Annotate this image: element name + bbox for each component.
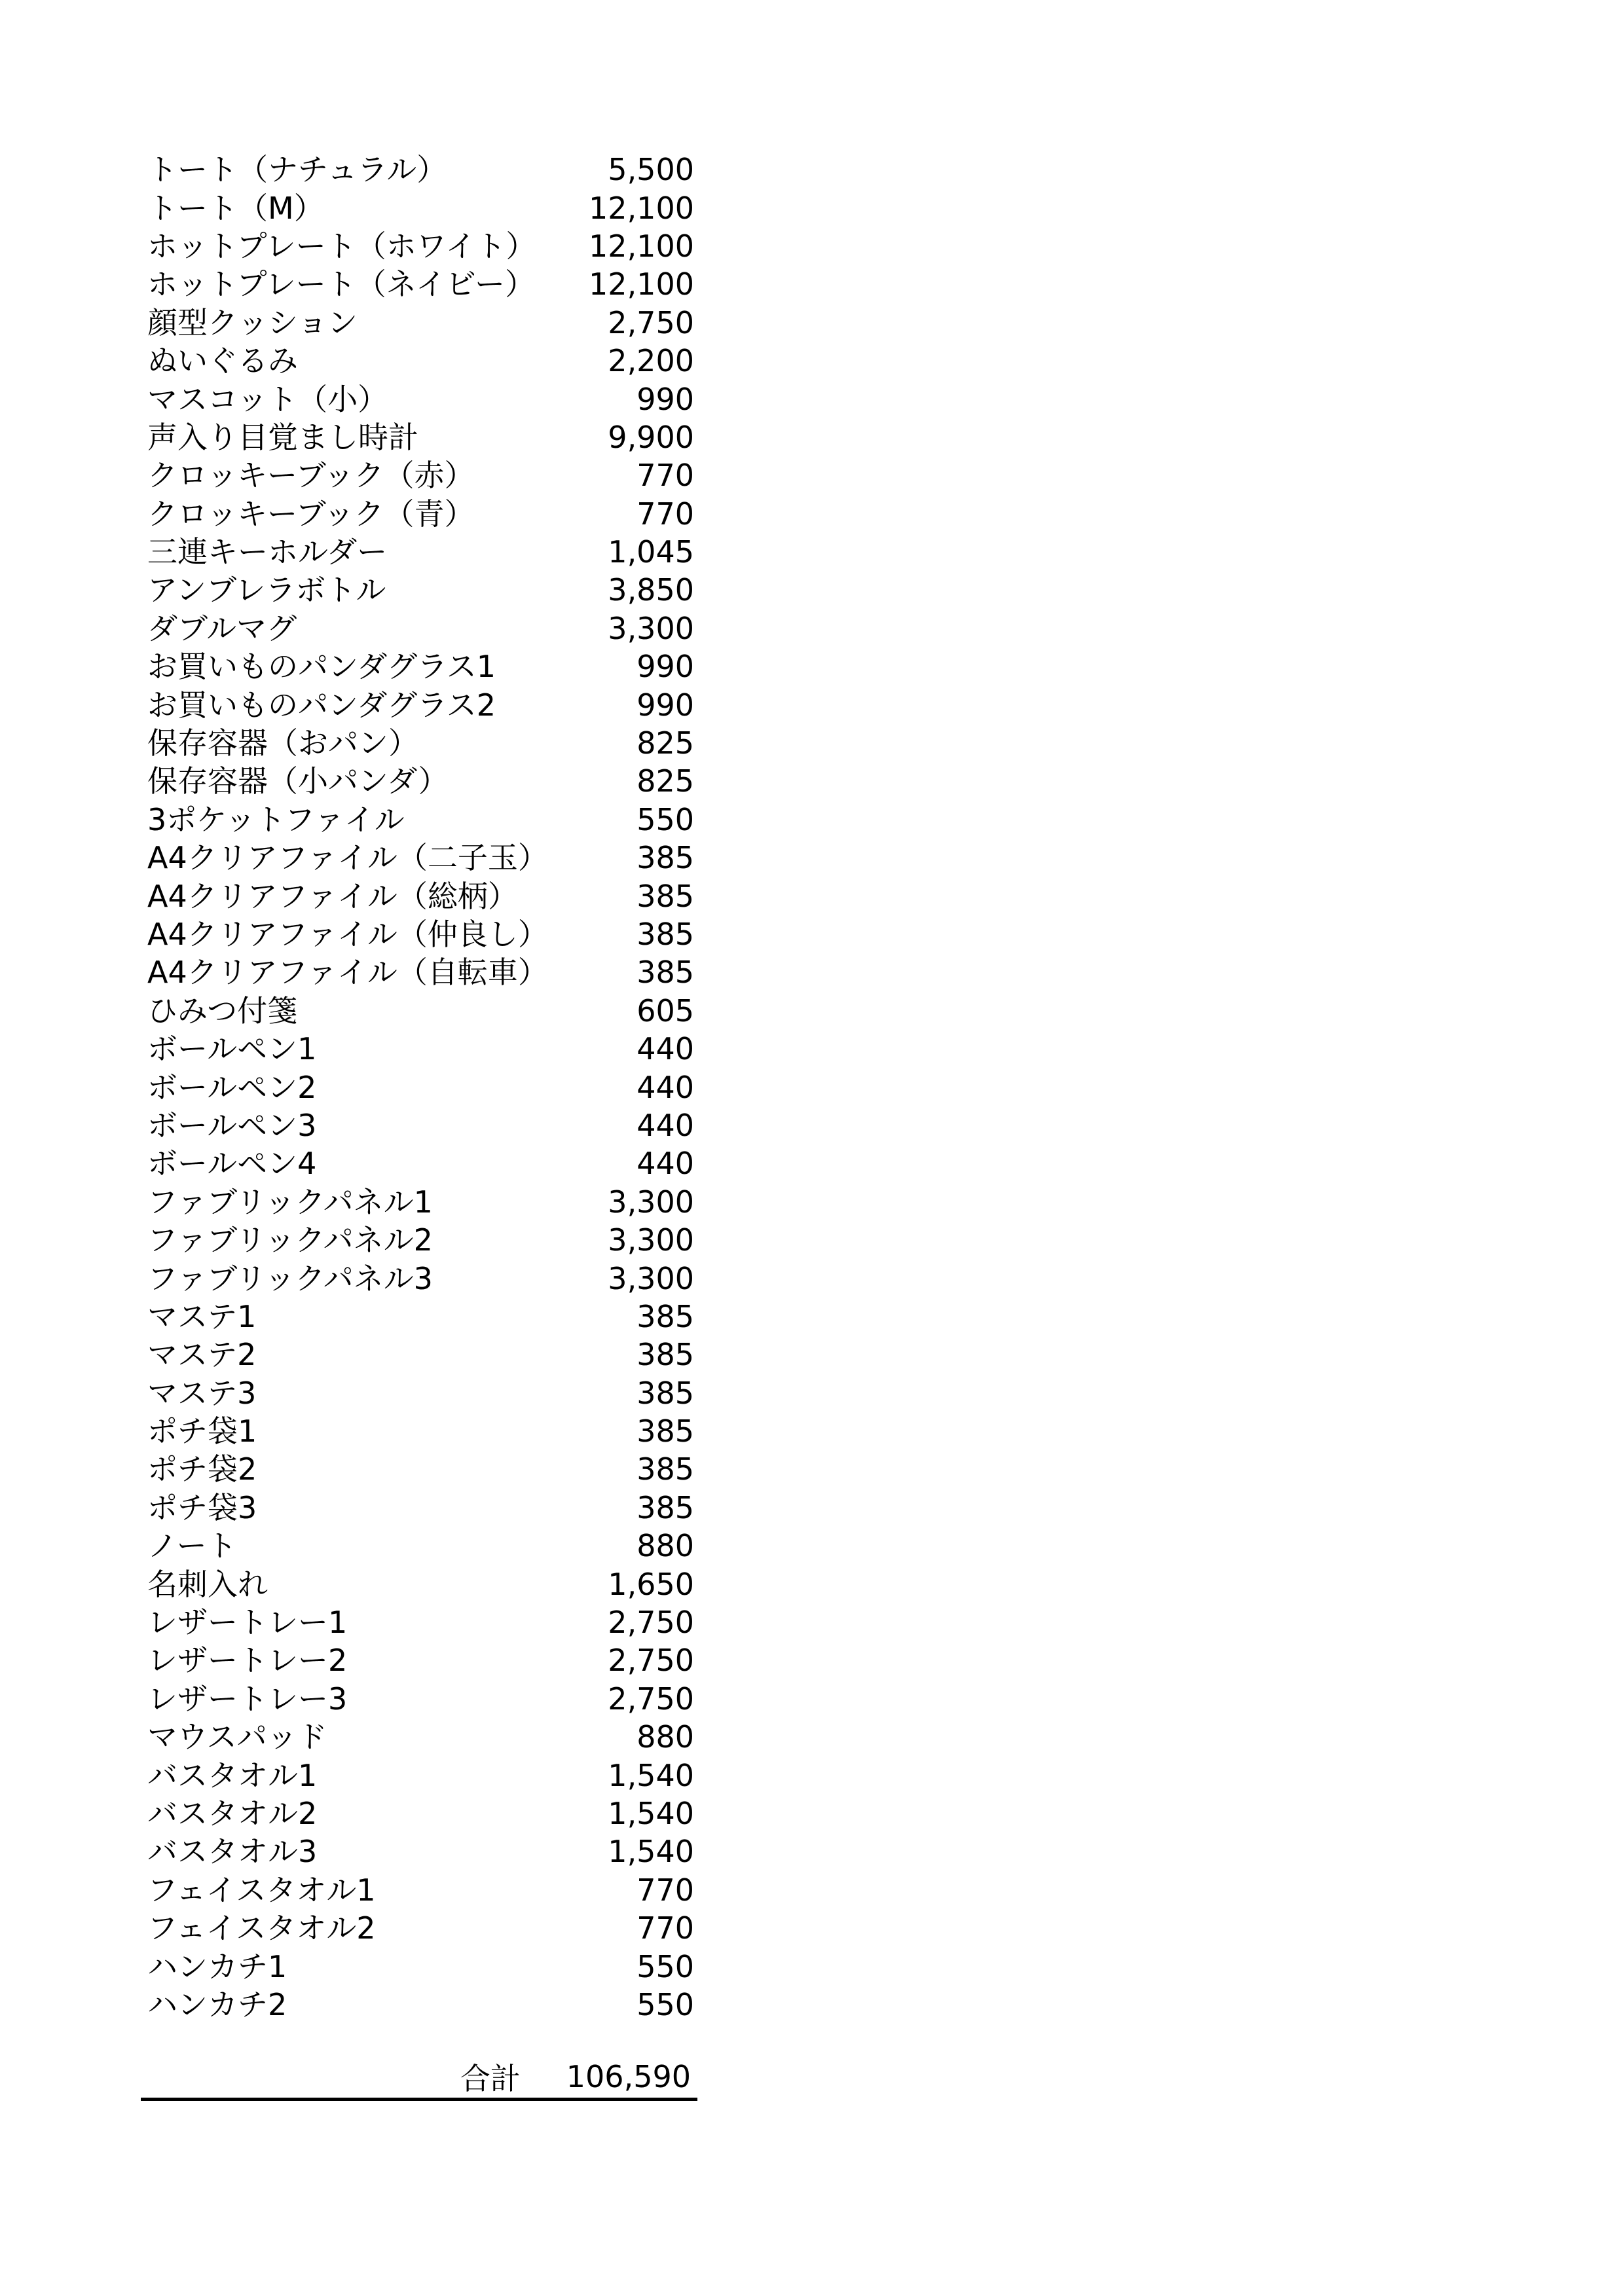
item-price: 385: [637, 1451, 694, 1487]
item-price: 385: [637, 1298, 694, 1334]
item-price: 2,200: [608, 343, 694, 379]
list-item: [147, 533, 697, 571]
item-name: A4クリアファイル（仲良し）: [147, 917, 548, 952]
list-item: [147, 1336, 697, 1374]
item-price: 440: [637, 1069, 694, 1105]
item-name: マステ2: [147, 1337, 257, 1373]
list-item: [147, 1374, 697, 1412]
item-price: 990: [637, 687, 694, 723]
item-price: 3,850: [608, 572, 694, 608]
item-name: マスコット（小）: [147, 381, 388, 417]
list-item: [147, 877, 697, 915]
item-name: ハンカチ1: [147, 1948, 287, 1984]
item-price: 12,100: [589, 190, 694, 226]
item-name: フェイスタオル1: [147, 1872, 376, 1908]
list-item: [147, 380, 697, 418]
total-label: 合計: [460, 2061, 521, 2096]
item-price: 1,540: [608, 1795, 694, 1831]
item-name: 顔型クッション: [147, 304, 358, 340]
item-price: 825: [637, 725, 694, 761]
item-price: 550: [637, 1948, 694, 1984]
item-name: A4クリアファイル（二子玉）: [147, 840, 548, 876]
item-name: バスタオル1: [147, 1757, 318, 1793]
item-price: 770: [637, 1910, 694, 1946]
item-price: 2,750: [608, 1643, 694, 1679]
list-item: [147, 1641, 697, 1679]
item-price: 385: [637, 1489, 694, 1525]
list-item: [147, 762, 697, 800]
list-item: [147, 1450, 697, 1488]
item-name: アンブレラボトル: [147, 572, 386, 608]
list-item: [147, 342, 697, 380]
item-name: ダブルマグ: [147, 610, 297, 646]
item-name: マステ1: [147, 1298, 257, 1334]
item-name: レザートレー1: [147, 1605, 348, 1641]
item-price: 3,300: [608, 610, 694, 646]
list-item: [147, 647, 697, 685]
item-price: 770: [637, 458, 694, 494]
list-item: [147, 839, 697, 877]
list-item: [147, 724, 697, 762]
item-price: 3,300: [608, 1222, 694, 1258]
list-item: [147, 1565, 697, 1603]
item-price: 990: [637, 381, 694, 417]
item-price: 880: [637, 1528, 694, 1564]
list-item: [147, 189, 697, 227]
item-name: ポチ袋2: [147, 1451, 257, 1487]
list-item: [147, 1909, 697, 1947]
item-name: ノート: [147, 1528, 237, 1564]
list-item: [147, 1986, 697, 2024]
item-name: クロッキーブック（赤）: [147, 458, 475, 494]
item-list: [147, 151, 697, 2024]
list-item: [147, 456, 697, 494]
item-price: 12,100: [589, 266, 694, 302]
item-name: マステ3: [147, 1375, 257, 1411]
item-name: ホットプレート（ホワイト）: [147, 228, 536, 264]
item-price: 385: [637, 1337, 694, 1373]
list-item: [147, 953, 697, 991]
item-price: 3,300: [608, 1184, 694, 1220]
item-price: 990: [637, 649, 694, 685]
item-name: レザートレー3: [147, 1681, 348, 1717]
list-item: [147, 1603, 697, 1641]
item-price: 1,540: [608, 1757, 694, 1793]
item-name: ぬいぐるみ: [147, 343, 298, 379]
item-name: 三連キーホルダー: [147, 534, 388, 570]
item-price: 385: [637, 878, 694, 914]
item-name: 名刺入れ: [147, 1566, 268, 1602]
list-item: [147, 1259, 697, 1297]
item-name: お買いものパンダグラス1: [147, 649, 496, 685]
list-item: [147, 610, 697, 647]
item-price: 5,500: [608, 152, 694, 188]
item-price: 3,300: [608, 1260, 694, 1296]
item-name: お買いものパンダグラス2: [147, 687, 496, 723]
list-item: [147, 1527, 697, 1565]
item-price: 385: [637, 1375, 694, 1411]
list-item: [147, 1068, 697, 1106]
item-price: 385: [637, 917, 694, 952]
list-item: [147, 1871, 697, 1909]
list-item: [147, 1756, 697, 1794]
list-item: [147, 1030, 697, 1068]
item-name: バスタオル3: [147, 1834, 318, 1870]
list-item: [147, 1832, 697, 1870]
item-price: 770: [637, 1872, 694, 1908]
item-name: ポチ袋1: [147, 1413, 257, 1449]
item-price: 2,750: [608, 304, 694, 340]
item-name: 3ポケットファイル: [147, 801, 405, 837]
item-name: A4クリアファイル（自転車）: [147, 955, 548, 991]
list-item: [147, 151, 697, 189]
list-item: [147, 495, 697, 533]
item-price: 9,900: [608, 419, 694, 455]
item-name: フェイスタオル2: [147, 1910, 376, 1946]
item-price: 605: [637, 993, 694, 1029]
list-item: [147, 685, 697, 723]
list-item: [147, 915, 697, 953]
list-item: [147, 1795, 697, 1832]
item-name: 保存容器（小パンダ）: [147, 763, 449, 799]
item-price: 440: [637, 1107, 694, 1143]
list-item: [147, 992, 697, 1030]
item-name: ファブリックパネル1: [147, 1184, 433, 1220]
item-price: 770: [637, 496, 694, 532]
item-name: ボールペン3: [147, 1107, 317, 1143]
item-price: 550: [637, 1986, 694, 2022]
list-item: [147, 1947, 697, 1985]
item-price: 12,100: [589, 228, 694, 264]
item-name: ボールペン4: [147, 1146, 317, 1182]
item-name: ひみつ付箋: [147, 993, 298, 1029]
item-name: 声入り目覚まし時計: [147, 419, 418, 455]
item-name: A4クリアファイル（総柄）: [147, 878, 518, 914]
item-price: 385: [637, 840, 694, 876]
item-name: ファブリックパネル3: [147, 1260, 433, 1296]
list-item: [147, 1183, 697, 1221]
list-item: [147, 1144, 697, 1182]
item-price: 825: [637, 763, 694, 799]
list-item: [147, 1106, 697, 1144]
price-list: [147, 151, 697, 2024]
item-price: 1,045: [608, 534, 694, 570]
list-item: [147, 1221, 697, 1259]
item-name: トート（M）: [147, 190, 324, 226]
item-name: ボールペン1: [147, 1031, 317, 1067]
item-name: バスタオル2: [147, 1795, 318, 1831]
item-name: クロッキーブック（青）: [147, 496, 475, 532]
item-price: 385: [637, 955, 694, 991]
list-item: [147, 304, 697, 342]
item-price: 440: [637, 1031, 694, 1067]
list-item: [147, 418, 697, 456]
item-name: トート（ナチュラル）: [147, 152, 447, 188]
item-price: 385: [637, 1413, 694, 1449]
list-item: [147, 801, 697, 839]
item-price: 440: [637, 1146, 694, 1182]
item-price: 880: [637, 1719, 694, 1755]
item-price: 1,540: [608, 1834, 694, 1870]
item-price: 2,750: [608, 1605, 694, 1641]
item-price: 550: [637, 801, 694, 837]
item-name: ポチ袋3: [147, 1489, 257, 1525]
item-name: ボールペン2: [147, 1069, 317, 1105]
list-item: [147, 1489, 697, 1527]
item-name: ファブリックパネル2: [147, 1222, 433, 1258]
list-item: [147, 1718, 697, 1756]
total-row: [141, 2056, 697, 2101]
list-item: [147, 265, 697, 303]
item-name: レザートレー2: [147, 1643, 348, 1679]
item-price: 1,650: [608, 1566, 694, 1602]
list-item: [147, 1298, 697, 1336]
item-name: 保存容器（おパン）: [147, 725, 418, 761]
list-item: [147, 1412, 697, 1450]
list-item: [147, 227, 697, 265]
item-name: ハンカチ2: [147, 1986, 287, 2022]
item-name: マウスパッド: [147, 1719, 327, 1755]
item-price: 2,750: [608, 1681, 694, 1717]
list-item: [147, 571, 697, 609]
item-name: ホットプレート（ネイビー）: [147, 266, 536, 302]
list-item: [147, 1680, 697, 1718]
total-value: 106,590: [566, 2059, 691, 2094]
